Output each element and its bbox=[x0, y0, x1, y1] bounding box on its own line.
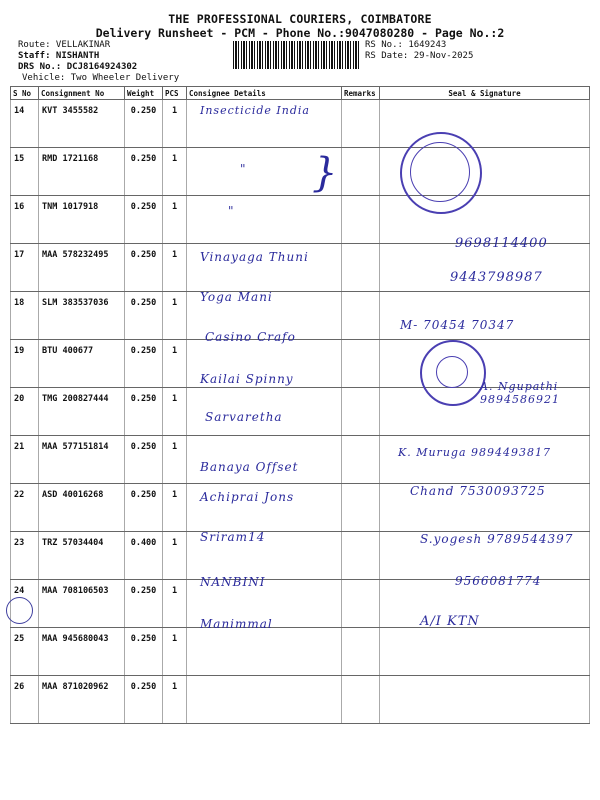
cell-pcs: 1 bbox=[163, 628, 187, 676]
hand-consignee-25: NANBINI bbox=[200, 575, 266, 589]
cell-weight: 0.400 bbox=[125, 532, 163, 580]
cell-consignment: ASD 40016268 bbox=[39, 484, 125, 532]
table-row bbox=[11, 628, 590, 676]
cell-remarks bbox=[342, 196, 380, 244]
cell-weight: 0.250 bbox=[125, 580, 163, 628]
cell-weight: 0.250 bbox=[125, 100, 163, 148]
col-weight: Weight bbox=[125, 87, 163, 100]
cell-remarks bbox=[342, 436, 380, 484]
cell-seal-signature bbox=[380, 676, 590, 724]
cell-consignment: MAA 871020962 bbox=[39, 676, 125, 724]
cell-sno: 14 bbox=[11, 100, 39, 148]
cell-seal-signature bbox=[380, 100, 590, 148]
cell-remarks bbox=[342, 292, 380, 340]
sig-23: Chand 7530093725 bbox=[410, 484, 546, 498]
cell-sno: 20 bbox=[11, 388, 39, 436]
sig-22: K. Muruga 9894493817 bbox=[398, 446, 551, 459]
cell-pcs: 1 bbox=[163, 532, 187, 580]
cell-pcs: 1 bbox=[163, 436, 187, 484]
cell-sno: 15 bbox=[11, 148, 39, 196]
cell-consignment: MAA 708106503 bbox=[39, 580, 125, 628]
cell-sno: 18 bbox=[11, 292, 39, 340]
sig-18: 9443798987 bbox=[450, 270, 543, 285]
cell-sno: 23 bbox=[11, 532, 39, 580]
cell-pcs: 1 bbox=[163, 340, 187, 388]
cell-pcs: 1 bbox=[163, 484, 187, 532]
hand-consignee-24: Sriram14 bbox=[200, 530, 266, 544]
cell-consignment: RMD 1721168 bbox=[39, 148, 125, 196]
cell-consignment: MAA 577151814 bbox=[39, 436, 125, 484]
hand-consignee-14: Insecticide India bbox=[200, 104, 310, 117]
cell-weight: 0.250 bbox=[125, 676, 163, 724]
cell-sno: 26 bbox=[11, 676, 39, 724]
col-seal: Seal & Signature bbox=[380, 87, 590, 100]
ditto-brace-mark: } bbox=[312, 150, 338, 196]
sig-24: S.yogesh 9789544397 bbox=[420, 532, 574, 546]
sig-26: A/I KTN bbox=[420, 614, 480, 629]
cell-consignment: TRZ 57034404 bbox=[39, 532, 125, 580]
cell-remarks bbox=[342, 340, 380, 388]
cell-pcs: 1 bbox=[163, 580, 187, 628]
cell-consignment: MAA 578232495 bbox=[39, 244, 125, 292]
cell-seal-signature bbox=[380, 436, 590, 484]
cell-pcs: 1 bbox=[163, 196, 187, 244]
cell-remarks bbox=[342, 580, 380, 628]
meta-left bbox=[18, 40, 179, 84]
hand-consignee-18: Yoga Mani bbox=[200, 290, 273, 304]
cell-consignment: SLM 383537036 bbox=[39, 292, 125, 340]
col-consignee: Consignee Details bbox=[187, 87, 342, 100]
cell-weight: 0.250 bbox=[125, 628, 163, 676]
cell-sno: 21 bbox=[11, 436, 39, 484]
barcode bbox=[233, 41, 360, 69]
cell-sno: 25 bbox=[11, 628, 39, 676]
cell-remarks bbox=[342, 484, 380, 532]
cell-weight: 0.250 bbox=[125, 340, 163, 388]
cell-pcs: 1 bbox=[163, 244, 187, 292]
col-sno: S No bbox=[11, 87, 39, 100]
route-label: Route: VELLAKINAR bbox=[18, 40, 111, 50]
cell-weight: 0.250 bbox=[125, 436, 163, 484]
table-row bbox=[11, 436, 590, 484]
company-seal bbox=[400, 132, 482, 214]
cell-sno: 16 bbox=[11, 196, 39, 244]
sig-21: A. Ngupathi 9894586921 bbox=[480, 380, 560, 406]
staff-label: Staff: NISHANTH bbox=[18, 51, 100, 61]
hand-consignee-20: Kailai Spinny bbox=[200, 372, 294, 386]
cell-pcs: 1 bbox=[163, 100, 187, 148]
hand-consignee-26: Manimmal bbox=[200, 617, 273, 631]
meta-right bbox=[365, 40, 473, 62]
cell-remarks bbox=[342, 100, 380, 148]
cell-pcs: 1 bbox=[163, 676, 187, 724]
cell-consignment: BTU 400677 bbox=[39, 340, 125, 388]
cell-remarks bbox=[342, 532, 380, 580]
hand-consignee-15: " bbox=[240, 162, 247, 176]
drs-label: DRS No.: DCJ8164924302 bbox=[18, 62, 138, 72]
cell-pcs: 1 bbox=[163, 148, 187, 196]
table-header bbox=[11, 87, 590, 100]
cell-consignment: TMG 200827444 bbox=[39, 388, 125, 436]
cell-weight: 0.250 bbox=[125, 148, 163, 196]
cell-consignee bbox=[187, 628, 342, 676]
cell-remarks bbox=[342, 148, 380, 196]
hand-consignee-19: Casino Crafo bbox=[205, 330, 296, 344]
sig-19: M- 70454 70347 bbox=[400, 318, 515, 332]
cell-sno: 22 bbox=[11, 484, 39, 532]
cell-weight: 0.250 bbox=[125, 292, 163, 340]
cell-remarks bbox=[342, 244, 380, 292]
cell-consignment: TNM 1017918 bbox=[39, 196, 125, 244]
hand-consignee-21: Sarvaretha bbox=[205, 410, 283, 424]
table-row bbox=[11, 676, 590, 724]
table-row bbox=[11, 292, 590, 340]
col-remarks: Remarks bbox=[342, 87, 380, 100]
cell-weight: 0.250 bbox=[125, 484, 163, 532]
hand-consignee-16: " bbox=[228, 204, 235, 218]
sig-25: 9566081774 bbox=[455, 574, 542, 588]
company-seal-2 bbox=[420, 340, 486, 406]
cell-weight: 0.250 bbox=[125, 244, 163, 292]
hand-consignee-17: Vinayaga Thuni bbox=[200, 250, 309, 264]
rs-no-label: RS No.: 1649243 bbox=[365, 40, 447, 50]
cell-consignment: KVT 3455582 bbox=[39, 100, 125, 148]
cell-remarks bbox=[342, 676, 380, 724]
cell-sno: 24 bbox=[11, 580, 39, 628]
runsheet-subtitle: Delivery Runsheet - PCM - Phone No.:9047080280 - Page No.:2 bbox=[95, 26, 505, 40]
cell-sno: 17 bbox=[11, 244, 39, 292]
cell-seal-signature bbox=[380, 292, 590, 340]
sig-17: 9698114400 bbox=[455, 236, 548, 251]
company-title: THE PROFESSIONAL COURIERS, COIMBATORE bbox=[168, 12, 432, 26]
cell-consignee bbox=[187, 676, 342, 724]
cell-pcs: 1 bbox=[163, 292, 187, 340]
hand-consignee-22: Banaya Offset bbox=[200, 460, 299, 474]
cell-pcs: 1 bbox=[163, 388, 187, 436]
cell-sno: 19 bbox=[11, 340, 39, 388]
cell-weight: 0.250 bbox=[125, 388, 163, 436]
table-row bbox=[11, 148, 590, 196]
cell-weight: 0.250 bbox=[125, 196, 163, 244]
cell-remarks bbox=[342, 628, 380, 676]
vehicle-label: Vehicle: Two Wheeler Delivery bbox=[22, 73, 180, 83]
circle-mark bbox=[6, 597, 33, 624]
rs-date-label: RS Date: 29-Nov-2025 bbox=[365, 51, 474, 61]
hand-consignee-23: Achiprai Jons bbox=[200, 490, 295, 504]
col-consignment: Consignment No bbox=[39, 87, 125, 100]
cell-consignment: MAA 945680043 bbox=[39, 628, 125, 676]
cell-seal-signature bbox=[380, 628, 590, 676]
cell-consignee bbox=[187, 196, 342, 244]
col-pcs: PCS bbox=[163, 87, 187, 100]
cell-remarks bbox=[342, 388, 380, 436]
